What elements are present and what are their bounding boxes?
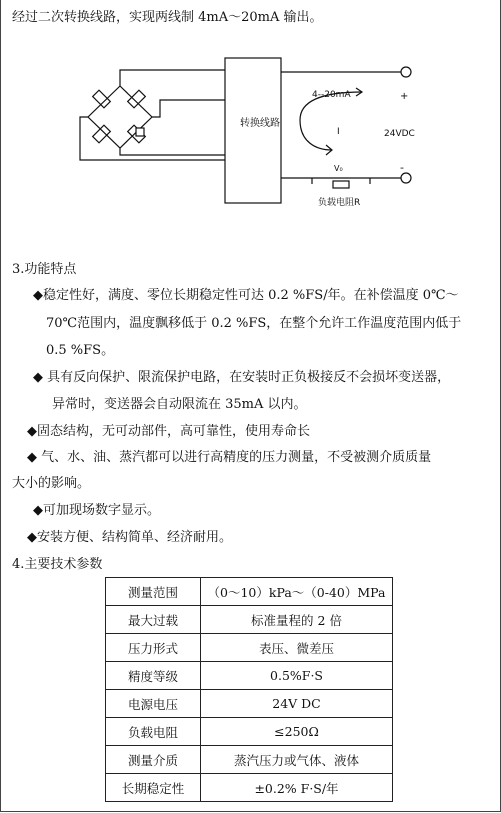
voltage-label: V₀ [334,164,343,173]
param-value: 表压、微差压 [201,634,393,662]
param-name: 长期稳定性 [106,774,201,802]
current-arrow [300,92,362,150]
table-row [106,634,393,662]
param-name: 负载电阻 [106,718,201,746]
table-row [106,774,393,802]
current-symbol: I [337,127,340,137]
bridge [88,86,152,148]
supply-label: 24VDC [384,129,415,139]
param-name: 测量范围 [106,578,201,606]
feature-line: ◆ 具有反向保护、限流保护电路，在安装时正负极接反不会损坏变送器， [33,370,451,385]
param-value: ≤250Ω [201,718,393,746]
table-row [106,662,393,690]
table-row [106,718,393,746]
circuit-diagram [0,30,501,220]
terminal-minus [401,173,411,183]
param-name: 电源电压 [106,690,201,718]
param-value: 0.5%F·S [201,662,393,690]
plus-label: + [400,91,409,102]
param-value: 蒸汽压力或气体、液体 [201,746,393,774]
param-name: 精度等级 [106,662,201,690]
converter-box [225,58,281,203]
table-row [106,690,393,718]
converter-label: 转换线路 [240,118,280,129]
spec-table [105,577,393,802]
load-label: 负载电阻R [318,198,361,208]
table-row [106,578,393,606]
param-name: 最大过载 [106,606,201,634]
feature-line: ◆ 气、水、油、蒸汽都可以进行高精度的压力测量，不受被测介质质量 [27,450,432,465]
terminal-plus [401,67,411,77]
load-resistor [333,181,349,188]
bridge-small-resistor [136,128,144,136]
param-value: 标准量程的 2 倍 [201,606,393,634]
feature-line: ◆固态结构，无可动部件，高可靠性，使用寿命长 [27,424,310,439]
param-name: 压力形式 [106,634,201,662]
param-name: 测量介质 [106,746,201,774]
feature-line: 70℃范围内，温度飘移低于 0.2 %FS，在整个允许工作温度范围内低于 [46,316,462,331]
intro-text: 经过二次转换线路，实现两线制 4mA～20mA 输出。 [12,10,323,25]
feature-line: ◆稳定性好，满度、零位长期稳定性可达 0.2 %FS/年。在补偿温度 0℃～ [33,288,459,303]
params-title: 4.主要技术参数 [12,557,103,572]
table-row [106,606,393,634]
feature-line: 异常时，变送器会自动限流在 35mA 以内。 [52,397,307,412]
feature-line: 0.5 %FS。 [46,343,115,358]
param-value: （0～10）kPa～（0-40）MPa [201,578,393,606]
param-value: 24V DC [201,690,393,718]
current-label: 4--20mA [312,90,351,100]
minus-label: - [400,161,404,174]
feature-line: 大小的影响。 [12,476,91,491]
feature-line: ◆可加现场数字显示。 [33,503,160,518]
param-value: ±0.2% F·S/年 [201,774,393,802]
features-title: 3.功能特点 [12,262,77,277]
feature-line: ◆安装方便、结构简单、经济耐用。 [27,530,232,545]
table-row [106,746,393,774]
